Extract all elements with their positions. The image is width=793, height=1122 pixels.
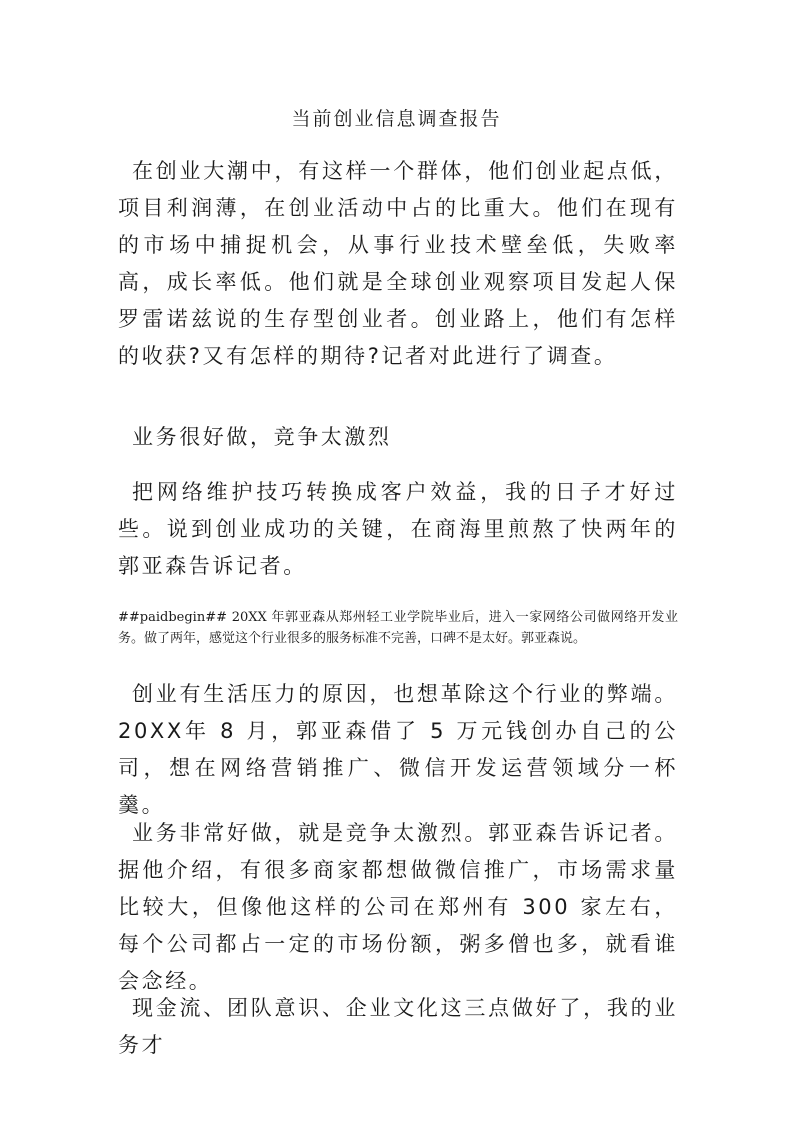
paragraph-quote: 把网络维护技巧转换成客户效益，我的日子才好过些。说到创业成功的关键，在商海里煎熬了快两年的郭亚森告诉记者。	[118, 480, 678, 578]
section-heading: 业务很好做，竞争太激烈	[132, 425, 392, 449]
paragraph-small-note: ##paidbegin## 20XX 年郭亚森从郑州轻工业学院毕业后，进入一家网络公司做网络开发业务。做了两年，感觉这个行业很多的服务标准不完善，口碑不是太好。郭亚森说。	[118, 610, 678, 646]
paragraph-intro: 在创业大潮中，有这样一个群体，他们创业起点低，项目利润薄，在创业活动中占的比重大。他们在现有的市场中捕捉机会，从事行业技术壁垒低，失败率高，成长率低。他们就是全球创业观察项目发起人保罗雷诺兹说的生存型创业者。创业路上，他们有怎样的收获?又有怎样的期待?记者对此进行了调查。	[118, 159, 678, 368]
document-title: 当前创业信息调查报告	[291, 108, 502, 130]
paragraph-competition: 业务非常好做，就是竞争太激烈。郭亚森告诉记者。据他介绍，有很多商家都想做微信推广，市场需求量比较大，但像他这样的公司在郑州有 300 家左右，每个公司都占一定的市场份额，粥多僧也多，就看谁会念经。	[118, 821, 678, 993]
paragraph-cashflow: 现金流、团队意识、企业文化这三点做好了，我的业务才	[118, 996, 678, 1057]
paragraph-startup: 创业有生活压力的原因，也想革除这个行业的弊端。20XX年 8 月，郭亚森借了 5 万元钱创办自己的公司，想在网络营销推广、微信开发运营领域分一杯羹。	[118, 682, 678, 817]
